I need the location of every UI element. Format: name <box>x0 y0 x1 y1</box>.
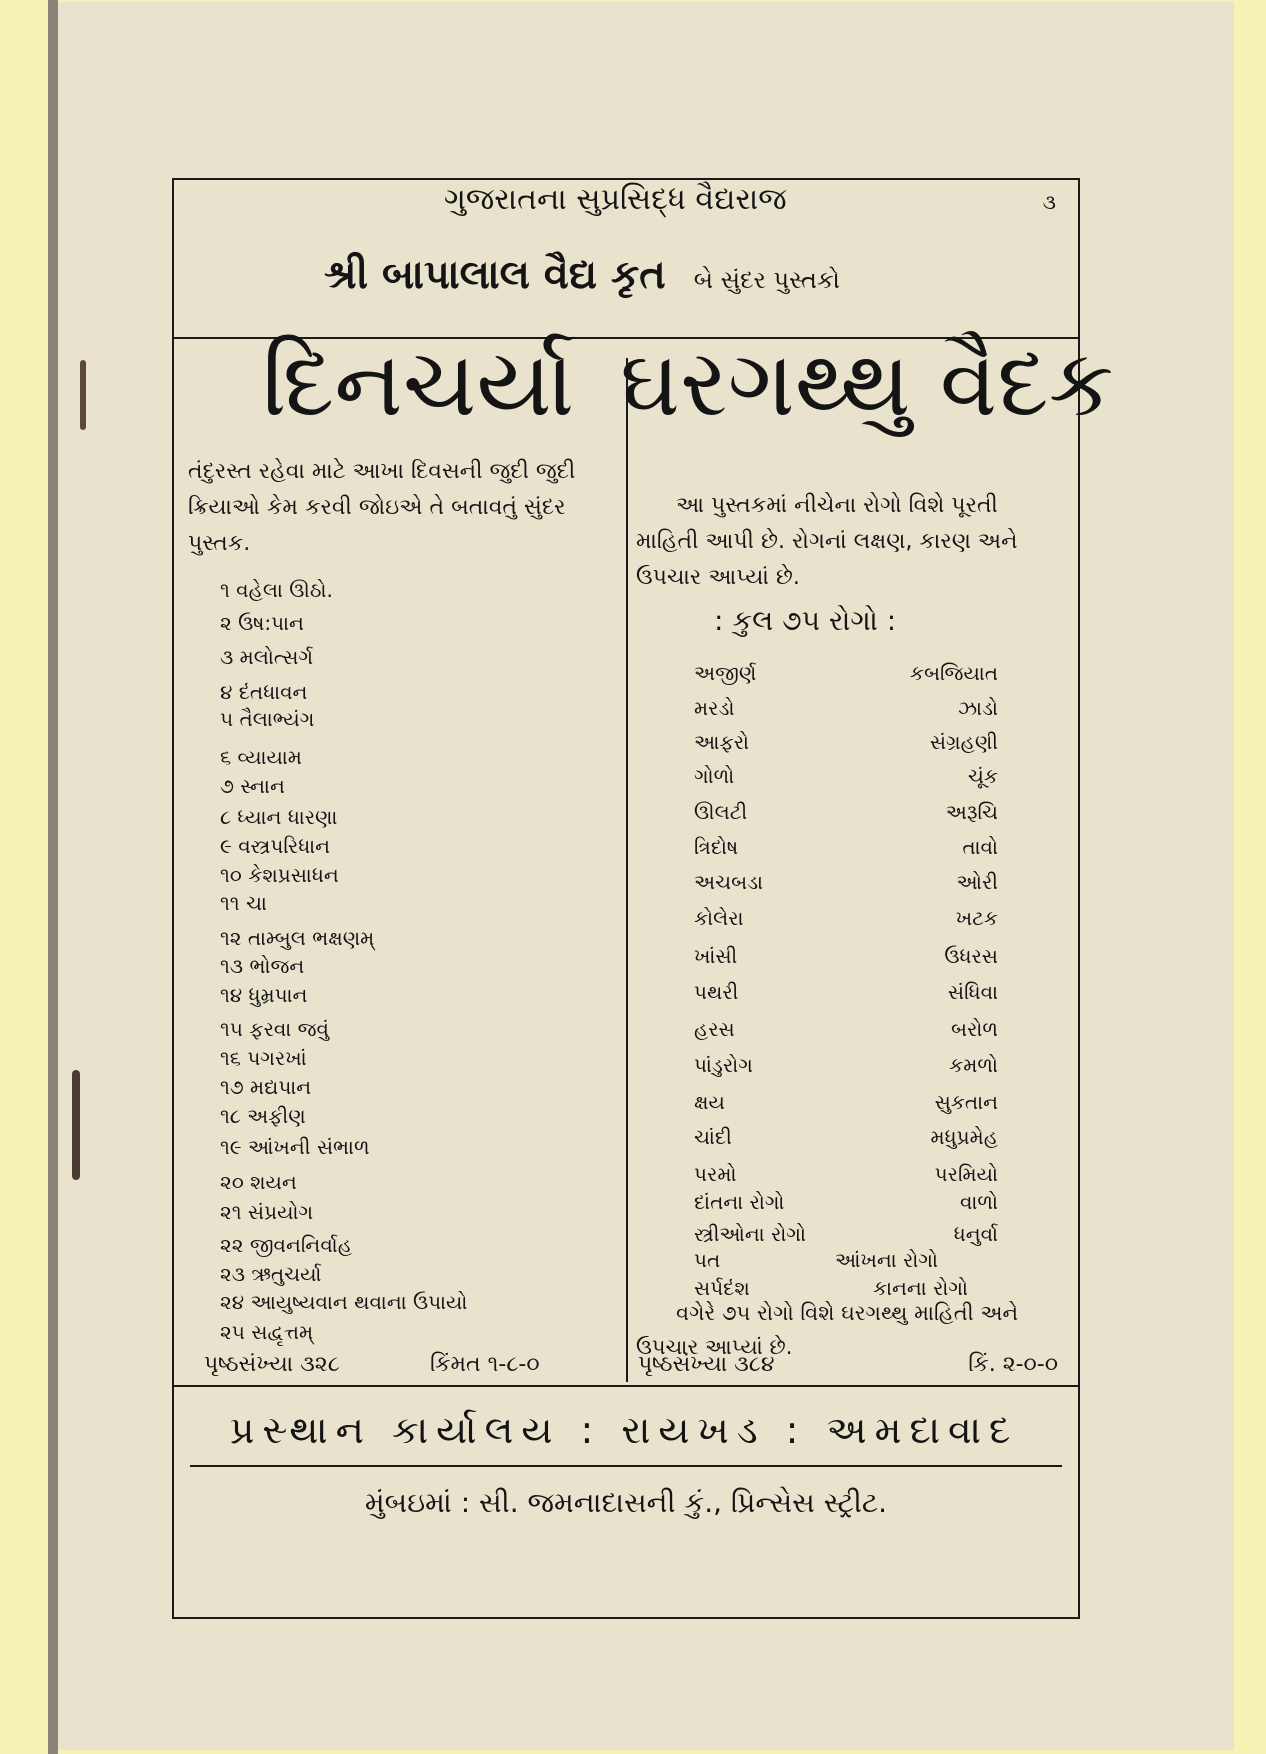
left-book-title: દિનચર્યા <box>262 330 575 437</box>
right-book-title: ઘરગથ્થુ વૈદક <box>620 330 1114 437</box>
disease-item: સર્પદંશ <box>694 1276 750 1300</box>
left-page-count: પૃષ્ઠસંખ્યા ૩૨૮ <box>204 1352 340 1377</box>
left-book-description: તંદુરસ્ત રહેવા માટે આખા દિવસની જુદી જુદી ક્રિયાઓ કેમ કરવી જોઇએ તે બતાવતું સુંદર પુસ્તક. <box>188 459 576 556</box>
disease-item: મરડો <box>694 696 735 720</box>
topic-item: ૨૦ શયન <box>220 1170 297 1194</box>
disease-item: ગોળો <box>694 764 735 788</box>
disease-item: ઊલટી <box>694 800 748 824</box>
books-caption: બે સુંદર પુસ્તકો <box>693 266 840 294</box>
topic-item: ૧૧ ચા <box>220 891 267 915</box>
mumbai-agent-line: મુંબઇમાં : સી. જમનાદાસની કું., પ્રિન્સેસ સ્ટ્રીટ. <box>364 1486 888 1519</box>
disease-item: વાળો <box>960 1190 998 1214</box>
right-price: કિં. ૨-૦-૦ <box>968 1352 1058 1377</box>
disease-item: ઝાડો <box>958 696 998 720</box>
topic-item: ૧૬ પગરખાં <box>220 1046 307 1070</box>
disease-item: પત <box>694 1248 721 1272</box>
disease-item: પથરી <box>694 980 739 1004</box>
topic-item: ૨૫ સદ્વૃત્તમ્ <box>220 1320 314 1344</box>
topic-item: ૪ દંતધાવન <box>220 680 308 704</box>
column-divider <box>626 358 628 1382</box>
author-credit: શ્રી બાપાલાલ વૈદ્ય કૃત <box>324 252 666 298</box>
topic-item: ૨૩ ઋતુચર્યા <box>220 1262 322 1286</box>
topic-item: ૨ ઉષ:પાન <box>220 611 304 635</box>
page-number: ૩ <box>1042 190 1056 214</box>
disease-item: ત્રિદોષ <box>694 835 739 859</box>
disease-item: મધુપ્રમેહ <box>930 1125 998 1149</box>
topic-item: ૬ વ્યાયામ <box>220 745 302 769</box>
topic-item: ૫ તૈલાભ્યંગ <box>220 707 315 731</box>
disease-item: ચૂંક <box>967 764 998 788</box>
disease-item: સ્ત્રીઓના રોગો <box>694 1222 806 1246</box>
topic-item: ૧૯ આંખની સંભાળ <box>220 1135 370 1159</box>
disease-item: કમળો <box>949 1053 998 1077</box>
disease-item: આફરો <box>694 730 750 754</box>
topic-item: ૧૪ ધુમ્રપાન <box>220 983 308 1007</box>
disease-item: તાવો <box>962 835 998 859</box>
binding-hole-mark <box>80 360 86 430</box>
disease-item: સંગ્રહણી <box>929 730 998 754</box>
topic-item: ૨૧ સંપ્રયોગ <box>220 1200 314 1224</box>
topic-item: ૭ સ્નાન <box>220 774 285 798</box>
advertisement-box <box>172 178 1114 1619</box>
disease-item: ખાંસી <box>694 944 738 968</box>
disease-item: ક્ષય <box>694 1090 725 1114</box>
disease-count-heading: : કુલ ૭૫ રોગો : <box>714 604 897 637</box>
right-page-count: પૃષ્ઠસંખ્યા ૩૮૪ <box>638 1352 775 1377</box>
disease-item: કબજિયાત <box>909 661 998 685</box>
disease-item: હરસ <box>694 1017 735 1041</box>
disease-item: ઓરી <box>956 870 998 894</box>
left-price: કિંમત ૧-૮-૦ <box>430 1352 540 1377</box>
topic-item: ૧૮ અફીણ <box>220 1104 306 1128</box>
publisher-line: પ્રસ્થાન કાર્યાલય : રાયખડ : અમદાવાદ <box>229 1408 1019 1452</box>
header-author-line <box>324 252 840 298</box>
header-subtitle: ગુજરાતના સુપ્રસિદ્ધ વૈદ્યરાજ <box>444 182 787 217</box>
topic-item: ૨૪ આયુષ્યવાન થવાના ઉપાયો <box>220 1290 468 1314</box>
disease-item: ચાંદી <box>694 1125 732 1149</box>
disease-item: અચબડા <box>694 870 764 894</box>
right-closing-text: વગેરે ૭૫ રોગો વિશે ઘરગથ્થુ માહિતી અને ઉપચાર આપ્યાં છે. <box>636 1301 1019 1359</box>
disease-item: ઉધરસ <box>944 944 998 968</box>
disease-item: પરમો <box>694 1162 737 1186</box>
topic-item: ૨૨ જીવનનિર્વાહ <box>220 1233 352 1257</box>
topic-item: ૮ ધ્યાન ધારણા <box>220 805 338 829</box>
disease-item: ધનુર્વા <box>953 1222 998 1246</box>
topic-item: ૩ મલોત્સર્ગ <box>220 645 314 669</box>
disease-item: પાંડુરોગ <box>694 1053 753 1077</box>
disease-item: સુકતાન <box>934 1090 998 1114</box>
disease-item: અરૂચિ <box>945 800 998 824</box>
topic-item: ૧૨ તામ્બુલ ભક્ષણમ્ <box>220 926 375 950</box>
topic-item: ૧૫ ફરવા જવું <box>220 1017 330 1041</box>
disease-item: ખટક <box>955 906 998 930</box>
disease-item: સંધિવા <box>947 980 998 1004</box>
right-book-description: આ પુસ્તકમાં નીચેના રોગો વિશે પૂરતી માહિતી આપી છે. રોગનાં લક્ષણ, કારણ અને ઉપચાર આપ્યાં છે. <box>636 493 1018 590</box>
page-spine <box>48 0 58 1754</box>
footer-divider <box>174 1385 1078 1387</box>
disease-item: આંખના રોગો <box>835 1248 938 1272</box>
topic-item: ૯ વસ્ત્રપરિધાન <box>220 834 330 858</box>
disease-item: કોલેરા <box>694 906 744 930</box>
binding-hole-mark <box>72 1070 80 1180</box>
publisher-divider <box>190 1465 1062 1467</box>
topic-item: ૧૭ મદ્યપાન <box>220 1075 312 1099</box>
disease-item: કાનના રોગો <box>872 1276 968 1300</box>
disease-item: બરોળ <box>951 1017 998 1041</box>
topic-item: ૧૦ કેશપ્રસાધન <box>220 863 339 887</box>
topic-item: ૧ વહેલા ઊઠો. <box>220 578 333 602</box>
topic-item: ૧૩ ભોજન <box>220 954 305 978</box>
disease-item: અજીર્ણ <box>694 661 757 685</box>
disease-item: દાંતના રોગો <box>694 1190 785 1214</box>
disease-item: પરમિયો <box>934 1162 998 1186</box>
